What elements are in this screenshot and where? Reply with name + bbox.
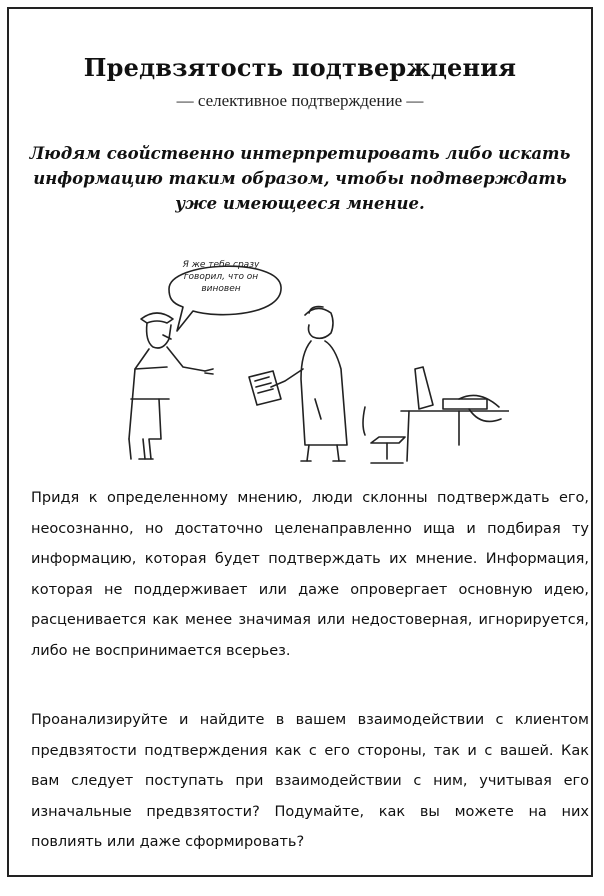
desk-icon bbox=[401, 367, 509, 461]
document-icon bbox=[249, 371, 281, 405]
page-title: Предвзятость подтверждения bbox=[83, 53, 517, 82]
police-officer-icon bbox=[129, 313, 213, 459]
paragraph-2: Проанализируйте и найдите в вашем взаимодействии с клиентом предвзятости подтверждения как с его стороны, так и с вашей. Как вам следует поступать при взаимодействии с ним, учитывая его изначальные предвзятости? Подумайте, как вы можете на них повлиять или даже сформировать? bbox=[31, 712, 589, 850]
doctor-icon bbox=[271, 307, 347, 461]
page-subtitle: — селективное подтверждение — bbox=[176, 91, 424, 110]
lead-statement: Людям свойственно интерпретировать либо искать информацию таким образом, чтобы подтверждать уже имеющееся мнение. bbox=[29, 144, 571, 213]
chair-icon bbox=[363, 407, 405, 463]
content-card bbox=[7, 7, 593, 877]
paragraph-1: Придя к определенному мнению, люди склонны подтверждать его, неосознанно, но достаточно целенаправленно ища и подбирая ту информацию, которая будет подтверждать их мнение. Информация, которая не поддерживает или даже опровергает основную идею, расценивается как менее значимая или недостоверная, игнорируется, либо не воспринимается всерьез. bbox=[31, 490, 589, 659]
speech-bubble-text: Я же тебе сразу говорил, что он виновен bbox=[182, 260, 260, 294]
